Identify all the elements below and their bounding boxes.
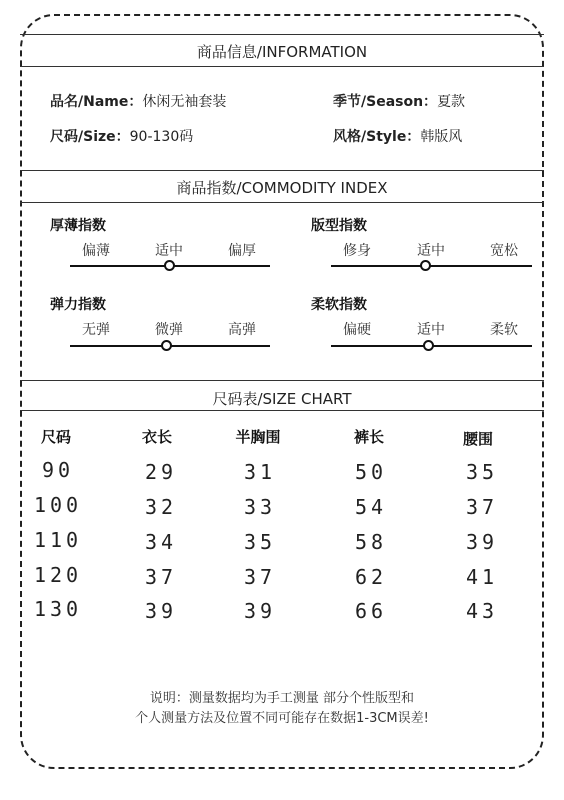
season-key: 季节/Season： xyxy=(333,94,438,110)
divider xyxy=(20,66,544,67)
table-cell: 37 xyxy=(465,495,499,519)
note-line: 说明：测量数据均为手工测量 部分个性版型和 xyxy=(149,691,415,706)
table-header: 尺码 xyxy=(40,428,71,446)
table-cell: 31 xyxy=(243,460,277,484)
size-row xyxy=(50,126,193,146)
index-label: 版型指数 xyxy=(311,218,367,234)
index-marker xyxy=(423,340,434,351)
table-cell: 62 xyxy=(354,565,388,589)
table-cell: 35 xyxy=(465,460,499,484)
size-chart-title: 尺码表/SIZE CHART xyxy=(212,390,352,408)
index-marker xyxy=(420,260,431,271)
index-option: 适中 xyxy=(417,322,445,338)
table-header: 衣长 xyxy=(141,428,172,446)
season-row xyxy=(333,91,465,111)
table-header: 裤长 xyxy=(353,428,384,446)
information-title: 商品信息/INFORMATION xyxy=(196,43,368,61)
table-cell: 39 xyxy=(144,599,178,623)
table-cell: 39 xyxy=(465,530,499,554)
index-option: 偏薄 xyxy=(82,243,110,259)
note-line: 个人测量方法及位置不同可能存在数据1-3CM误差! xyxy=(135,711,429,726)
divider xyxy=(20,202,544,203)
table-cell: 130 xyxy=(33,597,83,621)
index-option: 柔软 xyxy=(490,322,518,338)
table-cell: 37 xyxy=(243,565,277,589)
table-cell: 37 xyxy=(144,565,178,589)
divider xyxy=(20,380,544,381)
table-cell: 39 xyxy=(243,599,277,623)
table-cell: 43 xyxy=(465,599,499,623)
style-value: 韩版风 xyxy=(420,129,463,145)
index-marker xyxy=(161,340,172,351)
index-option: 适中 xyxy=(155,243,183,259)
commodity-index-title: 商品指数/COMMODITY INDEX xyxy=(176,179,388,197)
table-cell: 29 xyxy=(144,460,178,484)
index-option: 偏厚 xyxy=(228,243,256,259)
style-key: 风格/Style： xyxy=(333,129,421,145)
table-cell: 33 xyxy=(243,495,277,519)
table-cell: 66 xyxy=(354,599,388,623)
table-cell: 32 xyxy=(144,495,178,519)
table-header: 腰围 xyxy=(462,430,493,448)
table-cell: 100 xyxy=(33,493,83,517)
index-option: 宽松 xyxy=(490,243,518,259)
season-value: 夏款 xyxy=(437,94,466,110)
table-cell: 90 xyxy=(41,458,75,482)
index-label: 柔软指数 xyxy=(311,297,367,313)
table-cell: 34 xyxy=(144,530,178,554)
table-cell: 110 xyxy=(33,528,83,552)
index-option: 无弹 xyxy=(82,322,110,338)
divider xyxy=(20,170,544,171)
measurement-note xyxy=(20,689,544,729)
index-label: 弹力指数 xyxy=(50,297,106,313)
table-cell: 41 xyxy=(465,565,499,589)
size-key: 尺码/Size： xyxy=(50,129,130,145)
index-option: 高弹 xyxy=(228,322,256,338)
index-track xyxy=(331,265,532,267)
name-key: 品名/Name： xyxy=(50,94,143,110)
table-cell: 54 xyxy=(354,495,388,519)
index-option: 偏硬 xyxy=(343,322,371,338)
name-value: 休闲无袖套装 xyxy=(142,94,227,110)
table-header: 半胸围 xyxy=(235,428,281,446)
divider xyxy=(20,34,544,35)
table-cell: 120 xyxy=(33,563,83,587)
table-cell: 50 xyxy=(354,460,388,484)
style-row xyxy=(333,126,462,146)
divider xyxy=(20,410,544,411)
index-option: 微弹 xyxy=(155,322,183,338)
index-marker xyxy=(164,260,175,271)
size-value: 90-130码 xyxy=(129,129,194,145)
index-option: 修身 xyxy=(343,243,371,259)
table-cell: 58 xyxy=(354,530,388,554)
name-row xyxy=(50,91,226,111)
index-option: 适中 xyxy=(417,243,445,259)
index-label: 厚薄指数 xyxy=(50,218,106,234)
table-cell: 35 xyxy=(243,530,277,554)
